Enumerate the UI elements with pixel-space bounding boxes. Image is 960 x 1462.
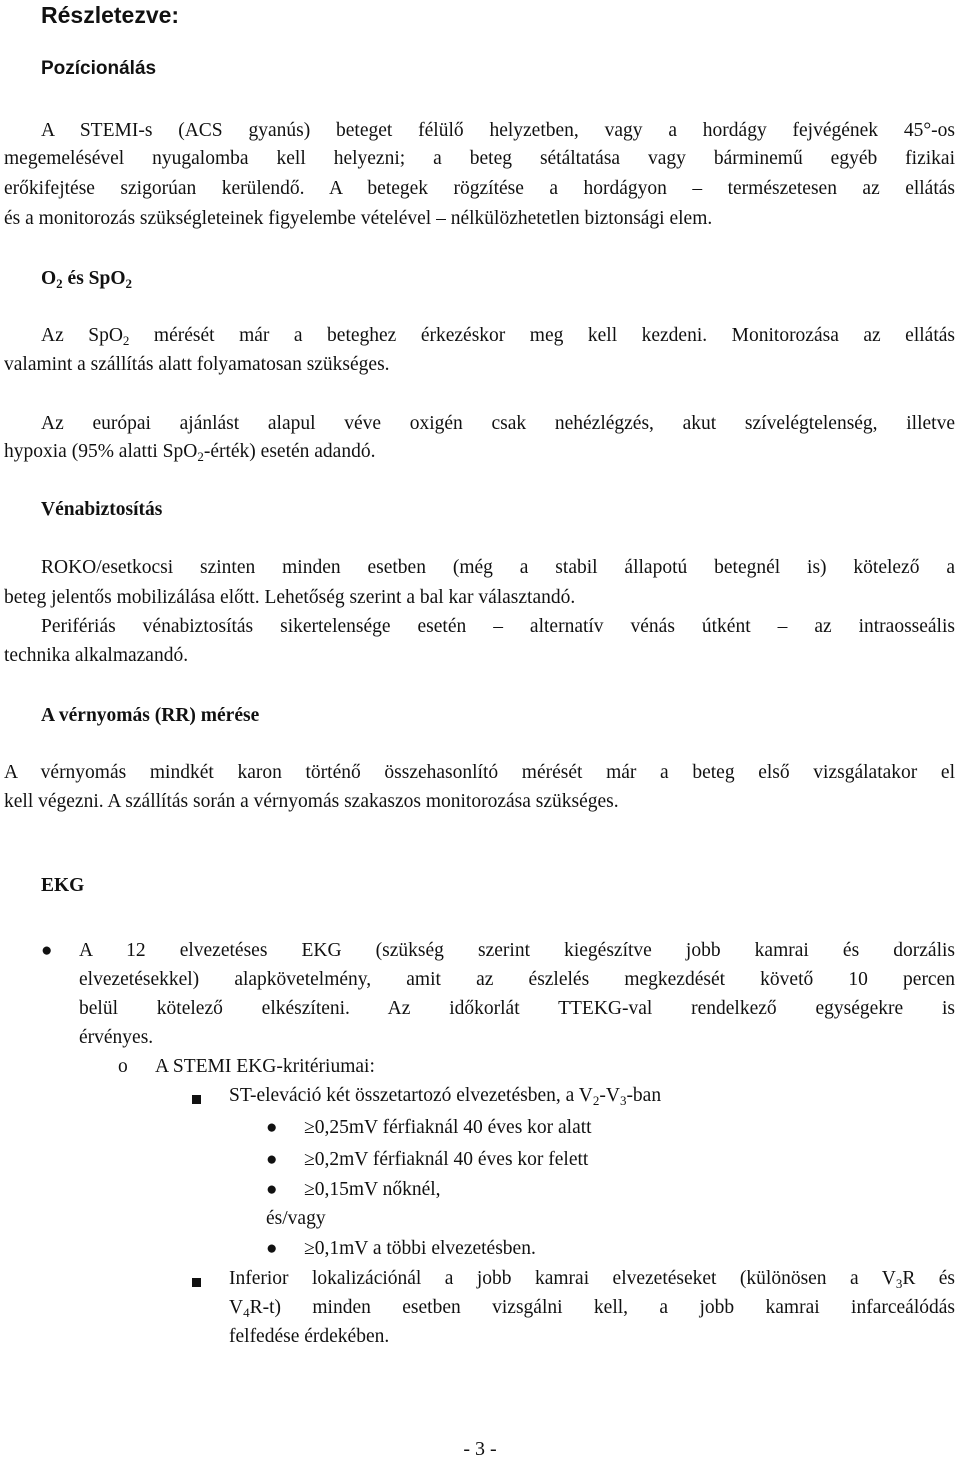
ekg-bullet-line-1: A 12 elvezetéses EKG (szükség szerint kiegészítve jobb kamrai és dorzális xyxy=(79,940,955,961)
venous-heading: Vénabiztosítás xyxy=(41,499,163,520)
ekg-bullet-line-3: belül kötelező elkészíteni. Az időkorlát TTEKG-val rendelkező egységekre is xyxy=(79,998,955,1019)
positioning-line-2: megemelésével nyugalomba kell helyezni; a beteg sétáltatása vagy bárminemű egyéb fizikai xyxy=(4,148,955,169)
and-or-text: és/vagy xyxy=(266,1208,326,1229)
square-bullet-icon xyxy=(192,1091,201,1109)
bp-heading: A vérnyomás (RR) mérése xyxy=(41,705,260,726)
oxygen-heading: $O_2$ és SpO$_2$ xyxy=(41,268,133,291)
oxygen-para1-line1: Az SpO$_2$ mérését már a beteghez érkezéskor meg kell kezdeni. Monitorozása az ellátás xyxy=(41,325,955,348)
inferior-line-1: Inferior lokalizációnál a jobb kamrai elvezetéseket (különösen a $V_3R$ és xyxy=(229,1268,955,1291)
sub-bullet-marker: o xyxy=(118,1056,128,1077)
page-number: - 3 - xyxy=(463,1438,497,1460)
venous-line-1: ROKO/esetkocsi szinten minden esetben (még a stabil állapotú betegnél is) kötelező a xyxy=(41,557,955,578)
bullet-icon: ● xyxy=(266,1179,278,1200)
st-elevation-line: ST-eleváció két összetartozó elvezetésben, a $V_2-V_3$-ban xyxy=(229,1085,662,1108)
bullet-icon: ● xyxy=(266,1117,278,1138)
square-bullet-icon xyxy=(192,1274,201,1292)
oxygen-para1-line2: valamint a szállítás alatt folyamatosan szükséges. xyxy=(4,354,390,375)
threshold-2: ≥0,2mV férfiaknál 40 éves kor felett xyxy=(304,1149,589,1170)
ekg-heading: EKG xyxy=(41,875,85,896)
ekg-bullet-line-2: elvezetésekkel) alapkövetelmény, amit az észlelés megkezdését követő 10 percen xyxy=(79,969,955,990)
ekg-bullet-line-4: érvényes. xyxy=(79,1027,154,1048)
oxygen-para2-line2: hypoxia (95% alatti SpO$_2$-érték) esetén adandó. xyxy=(4,441,376,464)
inferior-line-3: felfedése érdekében. xyxy=(229,1326,390,1347)
venous-line-4: technika alkalmazandó. xyxy=(4,645,189,666)
bp-line-1: A vérnyomás mindkét karon történő összehasonlító mérését már a beteg első vizsgálatakor el xyxy=(4,762,955,783)
venous-line-2: beteg jelentős mobilizálása előtt. Lehetőség szerint a bal kar választandó. xyxy=(4,587,576,608)
positioning-heading: Pozícionálás xyxy=(41,58,157,79)
threshold-1: ≥0,25mV férfiaknál 40 éves kor alatt xyxy=(304,1117,592,1138)
page-title: Részletezve: xyxy=(41,2,180,28)
positioning-line-4: és a monitorozás szükségleteinek figyelembe vételével – nélkülözhetetlen biztonsági elem. xyxy=(4,208,713,229)
threshold-3: ≥0,15mV nőknél, xyxy=(304,1179,441,1200)
threshold-4: ≥0,1mV a többi elvezetésben. xyxy=(304,1238,536,1259)
bp-line-2: kell végezni. A szállítás során a vérnyomás szakaszos monitorozása szükséges. xyxy=(4,791,619,812)
venous-line-3: Perifériás vénabiztosítás sikertelensége esetén – alternatív vénás útként – az intraosseális xyxy=(41,616,955,637)
positioning-line-1: A STEMI-s (ACS gyanús) beteget félülő helyzetben, vagy a hordágy fejvégének 45°-os xyxy=(41,120,955,141)
positioning-line-3: erőkifejtése szigorúan kerülendő. A betegek rögzítése a hordágyon – természetesen az ellátás xyxy=(4,178,955,199)
bullet-icon: ● xyxy=(266,1149,278,1170)
oxygen-para2-line1: Az európai ajánlást alapul véve oxigén csak nehézlégzés, akut szívelégtelenség, illetve xyxy=(41,413,955,434)
inferior-line-2: $V_4R-t$) minden esetben vizsgálni kell, a jobb kamrai infarceálódás xyxy=(229,1297,955,1320)
criteria-label: A STEMI EKG-kritériumai: xyxy=(155,1056,375,1077)
bullet-icon: ● xyxy=(266,1238,278,1259)
bullet-icon: ● xyxy=(41,940,53,961)
